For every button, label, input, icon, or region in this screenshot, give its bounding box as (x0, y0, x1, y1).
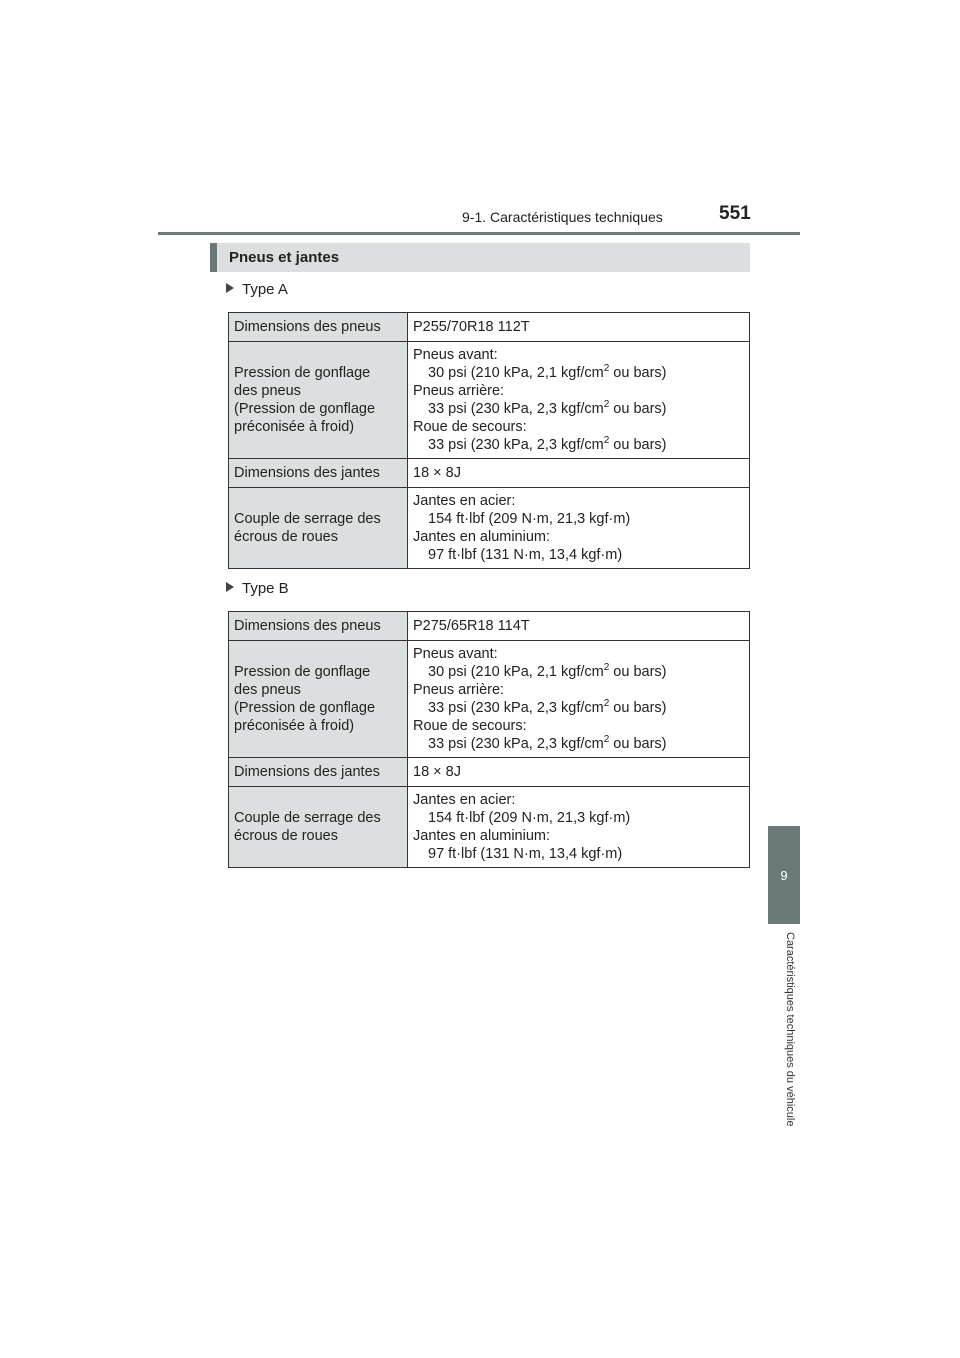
triangle-bullet-icon (226, 582, 234, 592)
type-a-label (226, 281, 288, 298)
torque-label-line: Couple de serrage des (234, 810, 381, 826)
table-row (229, 612, 750, 641)
type-b-text: Type B (242, 580, 289, 597)
type-a-text: Type A (242, 281, 288, 298)
table-row (229, 641, 750, 758)
steel-wheel-value: 154 ft·lbf (209 N·m, 21,3 kgf·m) (428, 810, 631, 826)
pressure-label-line: Pression de gonflage (234, 664, 371, 680)
table-row (229, 459, 750, 488)
pressure-label-line: préconisée à froid) (234, 419, 355, 435)
spec-table-type-b (228, 611, 750, 868)
rear-tire-value: 33 psi (230 kPa, 2,3 kgf/$cm^2$ ou bars) (428, 698, 667, 716)
rear-tire-value: 33 psi (230 kPa, 2,3 kgf/$cm^2$ ou bars) (428, 399, 667, 417)
table-row (229, 342, 750, 459)
triangle-bullet-icon (226, 283, 234, 293)
type-b-label (226, 580, 289, 597)
torque-label (229, 787, 408, 868)
section-heading-label: Pneus et jantes (229, 249, 340, 266)
aluminum-wheel-value: 97 ft·lbf (131 N·m, 13,4 kgf·m) (428, 547, 623, 563)
rear-tire-label: Pneus arrière: (413, 682, 505, 698)
torque-value (408, 488, 750, 569)
table-row (229, 758, 750, 787)
section-heading (210, 243, 750, 272)
aluminum-wheel-label: Jantes en aluminium: (413, 828, 551, 844)
aluminum-wheel-label: Jantes en aluminium: (413, 529, 551, 545)
tire-size-label: Dimensions des pneus (229, 612, 408, 641)
torque-value (408, 787, 750, 868)
tire-size-label: Dimensions des pneus (229, 313, 408, 342)
pressure-label (229, 641, 408, 758)
pressure-value (408, 641, 750, 758)
chapter-tab (768, 826, 800, 924)
wheel-size-value: 18 × 8J (408, 459, 750, 488)
pressure-label (229, 342, 408, 459)
spare-tire-value: 33 psi (230 kPa, 2,3 kgf/$cm^2$ ou bars) (428, 734, 667, 752)
front-tire-value: 30 psi (210 kPa, 2,1 kgf/$cm^2$ ou bars) (428, 363, 667, 381)
tire-size-value: P275/65R18 114T (408, 612, 750, 641)
table-row (229, 313, 750, 342)
pressure-label-line: Pression de gonflage (234, 365, 371, 381)
torque-label-line: écrous de roues (234, 828, 338, 844)
steel-wheel-label: Jantes en acier: (413, 493, 516, 509)
pressure-label-line: des pneus (234, 383, 301, 399)
wheel-size-value: 18 × 8J (408, 758, 750, 787)
spec-table-type-a (228, 312, 750, 569)
table-row (229, 488, 750, 569)
spare-tire-label: Roue de secours: (413, 718, 527, 734)
pressure-label-line: des pneus (234, 682, 301, 698)
steel-wheel-value: 154 ft·lbf (209 N·m, 21,3 kgf·m) (428, 511, 631, 527)
front-tire-label: Pneus avant: (413, 646, 498, 662)
pressure-label-line: préconisée à froid) (234, 718, 355, 734)
tire-size-value: P255/70R18 112T (408, 313, 750, 342)
torque-label-line: écrous de roues (234, 529, 338, 545)
pressure-label-line: (Pression de gonflage (234, 700, 376, 716)
chapter-tab-number: 9 (780, 867, 788, 883)
page-number: 551 (719, 203, 751, 224)
chapter-side-title: Caractéristiques techniques du véhicule (784, 932, 796, 1127)
front-tire-label: Pneus avant: (413, 347, 498, 363)
table-row (229, 787, 750, 868)
spare-tire-label: Roue de secours: (413, 419, 527, 435)
pressure-value (408, 342, 750, 459)
pressure-label-line: (Pression de gonflage (234, 401, 376, 417)
front-tire-value: 30 psi (210 kPa, 2,1 kgf/$cm^2$ ou bars) (428, 662, 667, 680)
header-divider (158, 232, 800, 235)
header-section-title: 9-1. Caractéristiques techniques (462, 209, 663, 225)
rear-tire-label: Pneus arrière: (413, 383, 505, 399)
wheel-size-label: Dimensions des jantes (229, 758, 408, 787)
torque-label-line: Couple de serrage des (234, 511, 381, 527)
wheel-size-label: Dimensions des jantes (229, 459, 408, 488)
aluminum-wheel-value: 97 ft·lbf (131 N·m, 13,4 kgf·m) (428, 846, 623, 862)
steel-wheel-label: Jantes en acier: (413, 792, 516, 808)
spare-tire-value: 33 psi (230 kPa, 2,3 kgf/$cm^2$ ou bars) (428, 435, 667, 453)
torque-label (229, 488, 408, 569)
